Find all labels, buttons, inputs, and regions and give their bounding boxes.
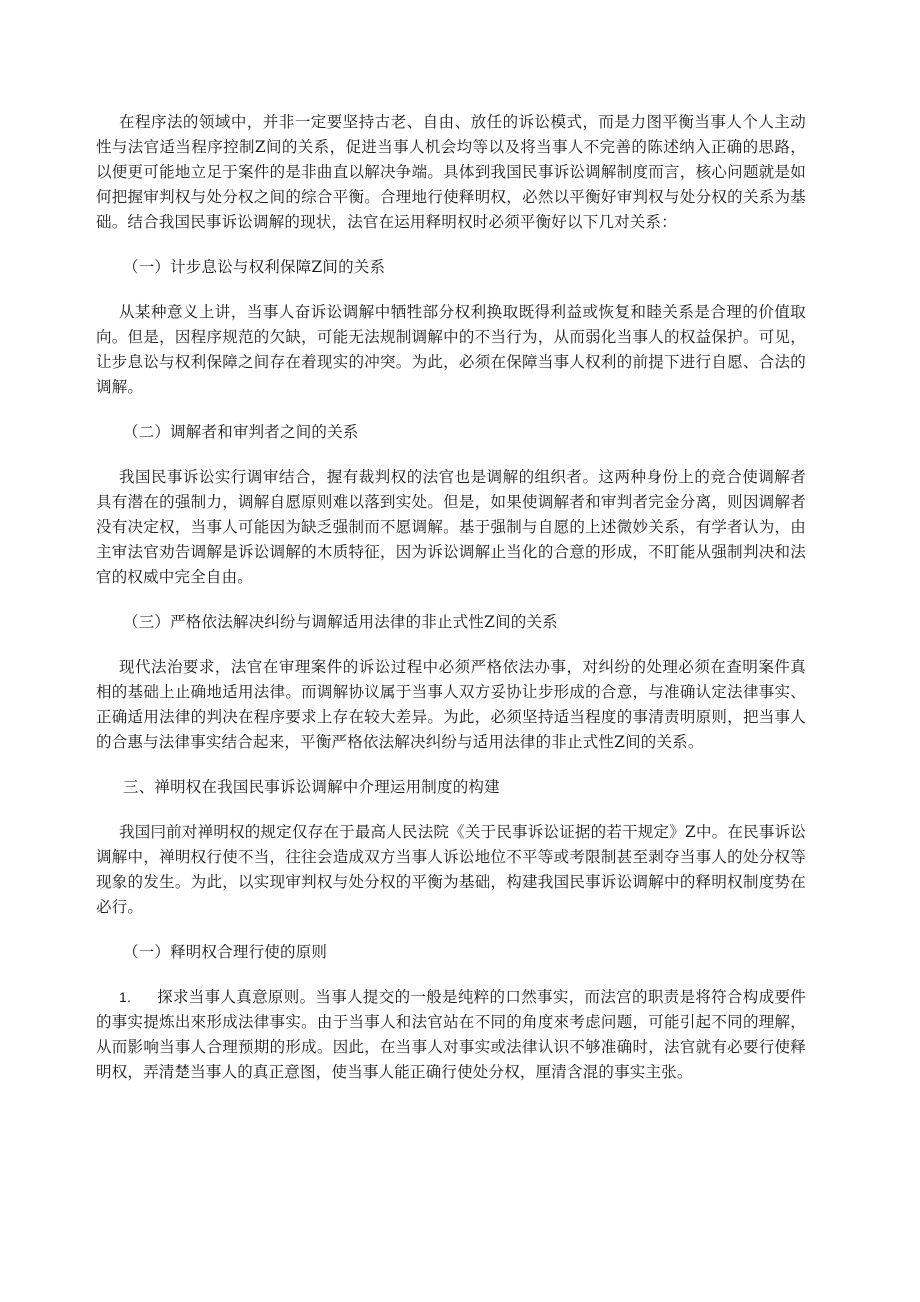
paragraph-section-2: 我国民事诉讼实行调审结合，握有裁判权的法官也是调解的组织者。这两种身份上的竞合使调解者具有潜在的强制力，调解自愿原则难以落到实处。但是，如果使调解者和审判者完金分离，则因调解者没有决定权，当事人可能因为缺乏强制而不愿调解。基于强制与自愿的上述微妙关系，有学者认为，由主审法官劝告调解是诉讼调解的木质特征，因为诉讼调解止当化的合意的形成，不盯能从强制判决和法官的权威中完全自由。 [96,468,806,586]
paragraph-section-1: 从某种意义上讲，当事人奋诉讼调解中牺牲部分权利换取既得利益或恢复和睦关系是合理的价值取向。但是，因程序规范的欠缺，可能无法规制调解中的不当行为，从而弱化当事人的权益保护。可见，让步息讼与权利保障之间存在着现实的冲突。为此，必须在保障当事人权利的前提下进行自愿、合法的调解。 [96,303,806,396]
section-heading-2: （二）调解者和审判者之间的关系 [123,423,359,441]
numbered-paragraph-1 [96,985,806,1085]
numbered-paragraph-text: 探求当事人真意原则。当事人提交的一般是纯粹的口然事实，而法宫的职责是将符合构成要件的事实提炼出來形成法律事实。由于当事人和法官站在不同的角度來考虑问题，可能引起不同的理解，从而影响当事人合理预期的形成。因此，在当事人对事实或法律认识不够准确时，法官就有必要行使释明权，弄清楚当事人的真正意图，使当事人能正确行使处分权，厘清含混的事实主张。 [96,988,806,1081]
paragraph-chapter-3: 我国冃前对禅明权的规定仅存在于最高人民法院《关于民事诉讼证据的若干规定》Z中。在民事诉讼调解中，禅明权行使不当，往往会造成双方当事人诉讼地位不平等或考限制甚至剥夺当事人的处分权等现象的发生。为此，以实现审判权与处分权的平衡为基础，构建我国民事诉讼调解中的释明权制度势在必行。 [96,823,806,916]
subsection-heading-1: （一）释明权合理行使的原则 [123,943,328,961]
paragraph-intro: 在程序法的领域中，并非一定要坚持古老、自由、放任的诉讼模式，而是力图平衡当事人个人主动性与法官适当程序控制Z间的关系，促进当事人机会均等以及将当事人不完善的陈述纳入正确的思路，以便更可能地立足于案件的是非曲直以解决争端。具体到我国民事诉讼调解制度而言，核心问题就是如何把握审判权与处分权之间的综合平衡。合理地行使释明权，必然以平衡好审判权与处分权的关系为基础。结合我国民事诉讼调解的现状，法官在运用释明权时必须平衡好以下几对关系： [96,113,806,231]
section-heading-3: （三）严格依法解决纠纷与调解适用法律的非止式性Z间的关系 [123,613,558,631]
paragraph-section-3: 现代法治要求，法官在审理案件的诉讼过程中必须严格依法办事，对纠纷的处理必须在查明案件真相的基础上止确地适用法律。而调解协议属于当事人双方妥协让步形成的合意，与准确认定法律事实、正确适用法律的判决在程序要求上存在较大差异。为此，必须坚持适当程度的事清责明原则，把当事人的合惠与法律事实结合起来，平衡严格依法解决纠纷与适用法律的非止式性Z间的关系。 [96,658,806,751]
document-page [96,110,806,1085]
section-heading-1: （一）计步息讼与权利保障Z间的关系 [123,258,386,276]
chapter-heading-3: 三、禅明权在我国民事诉讼调解中介理运用制度的构建 [123,778,500,796]
item-number: 1. [119,989,132,1005]
